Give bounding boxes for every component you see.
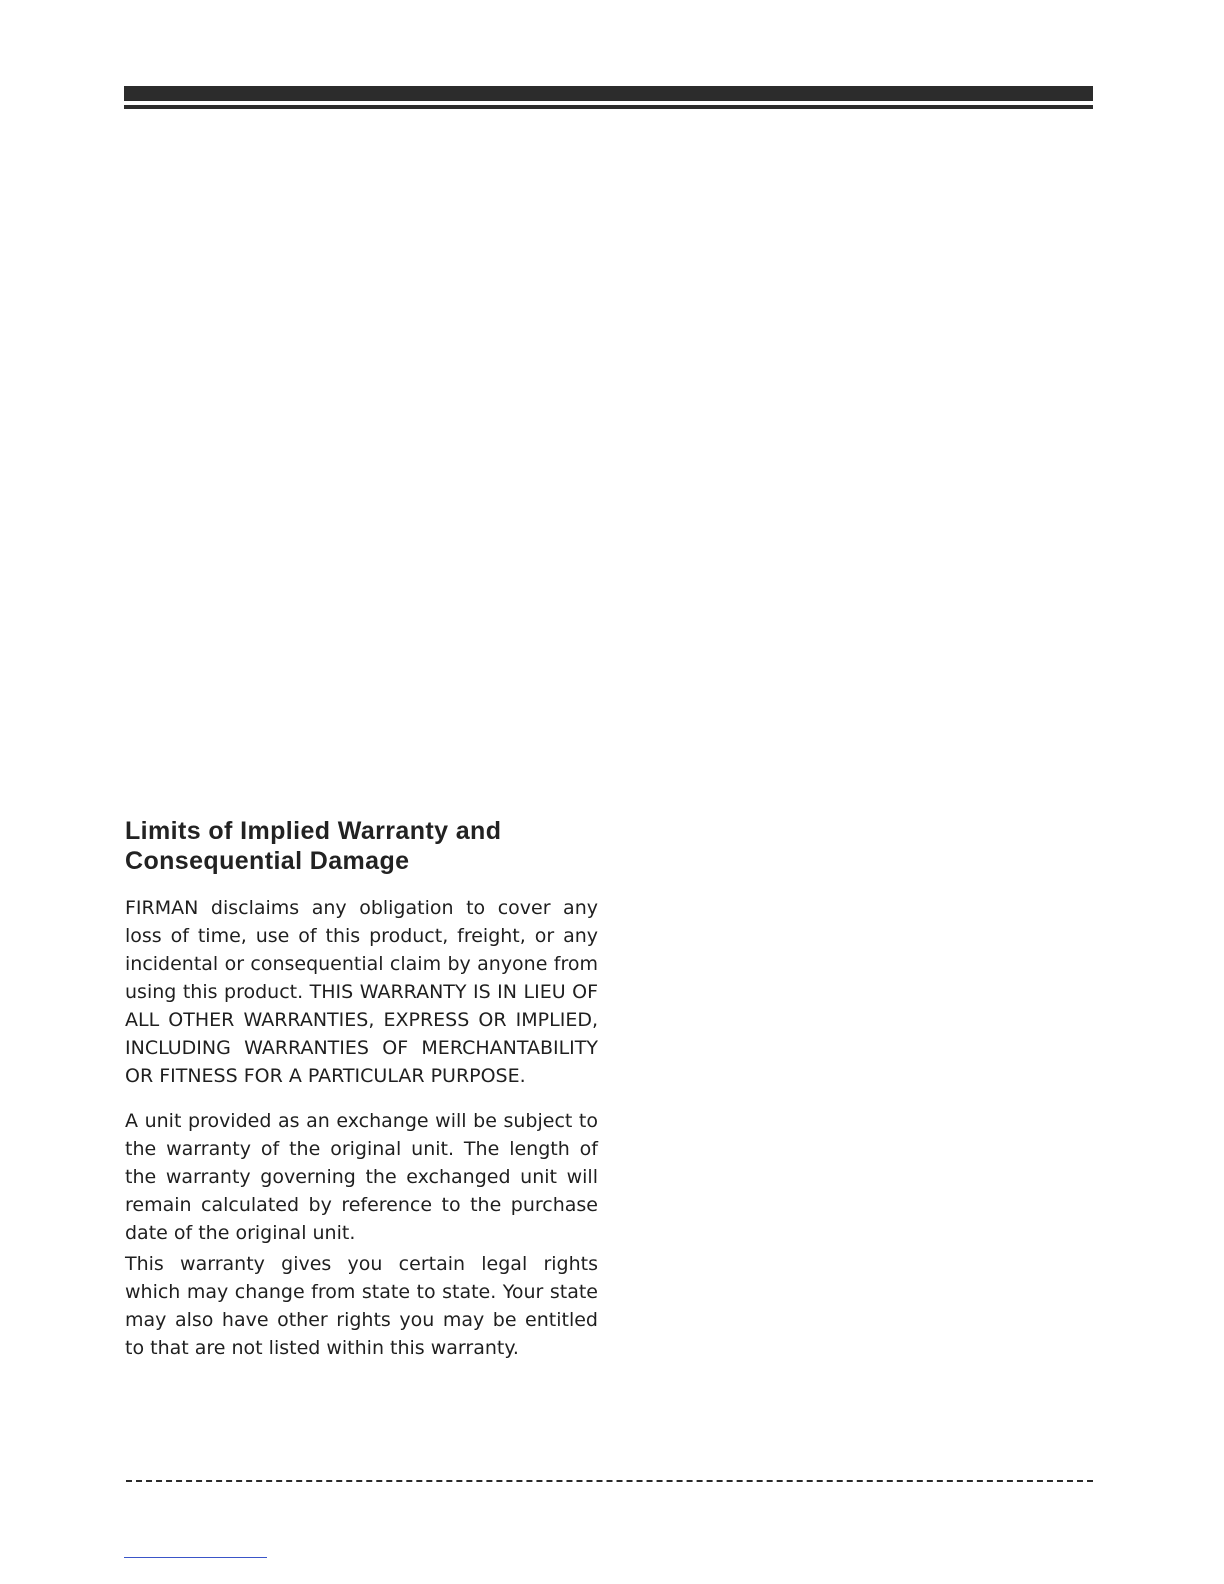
section-heading [125,816,598,876]
exchange-unit-paragraph: A unit provided as an exchange will be subject to the warranty of the original unit. The length of the warranty governing the exchanged unit will remain calculated by reference to the purchase date of the original unit. [125,1110,598,1244]
disclaimer-paragraph: FIRMAN disclaims any obligation to cover any loss of time, use of this product, freight, or any incidental or consequential claim by anyone from using this product. THIS WARRANTY IS IN LIEU OF ALL OTHER WARRANTIES, EXPRESS OR IMPLIED, INCLUDING WARRANTIES OF MERCHANTABILITY OR FITNESS FOR A PARTICULAR PURPOSE. [125,897,598,1087]
cut-line-divider [126,1480,1093,1482]
footer-link-underline [124,1557,267,1558]
header-rule-thick [124,86,1093,101]
header-rule-thin [124,105,1093,109]
legal-rights-paragraph: This warranty gives you certain legal rights which may change from state to state. Your state may also have other rights you may be entitled to that are not listed within this warranty. [125,1253,598,1359]
section-heading-line-1: Limits of Implied Warranty and [125,817,502,845]
warranty-limits-section [125,816,598,1362]
section-heading-line-2: Consequential Damage [125,847,410,875]
